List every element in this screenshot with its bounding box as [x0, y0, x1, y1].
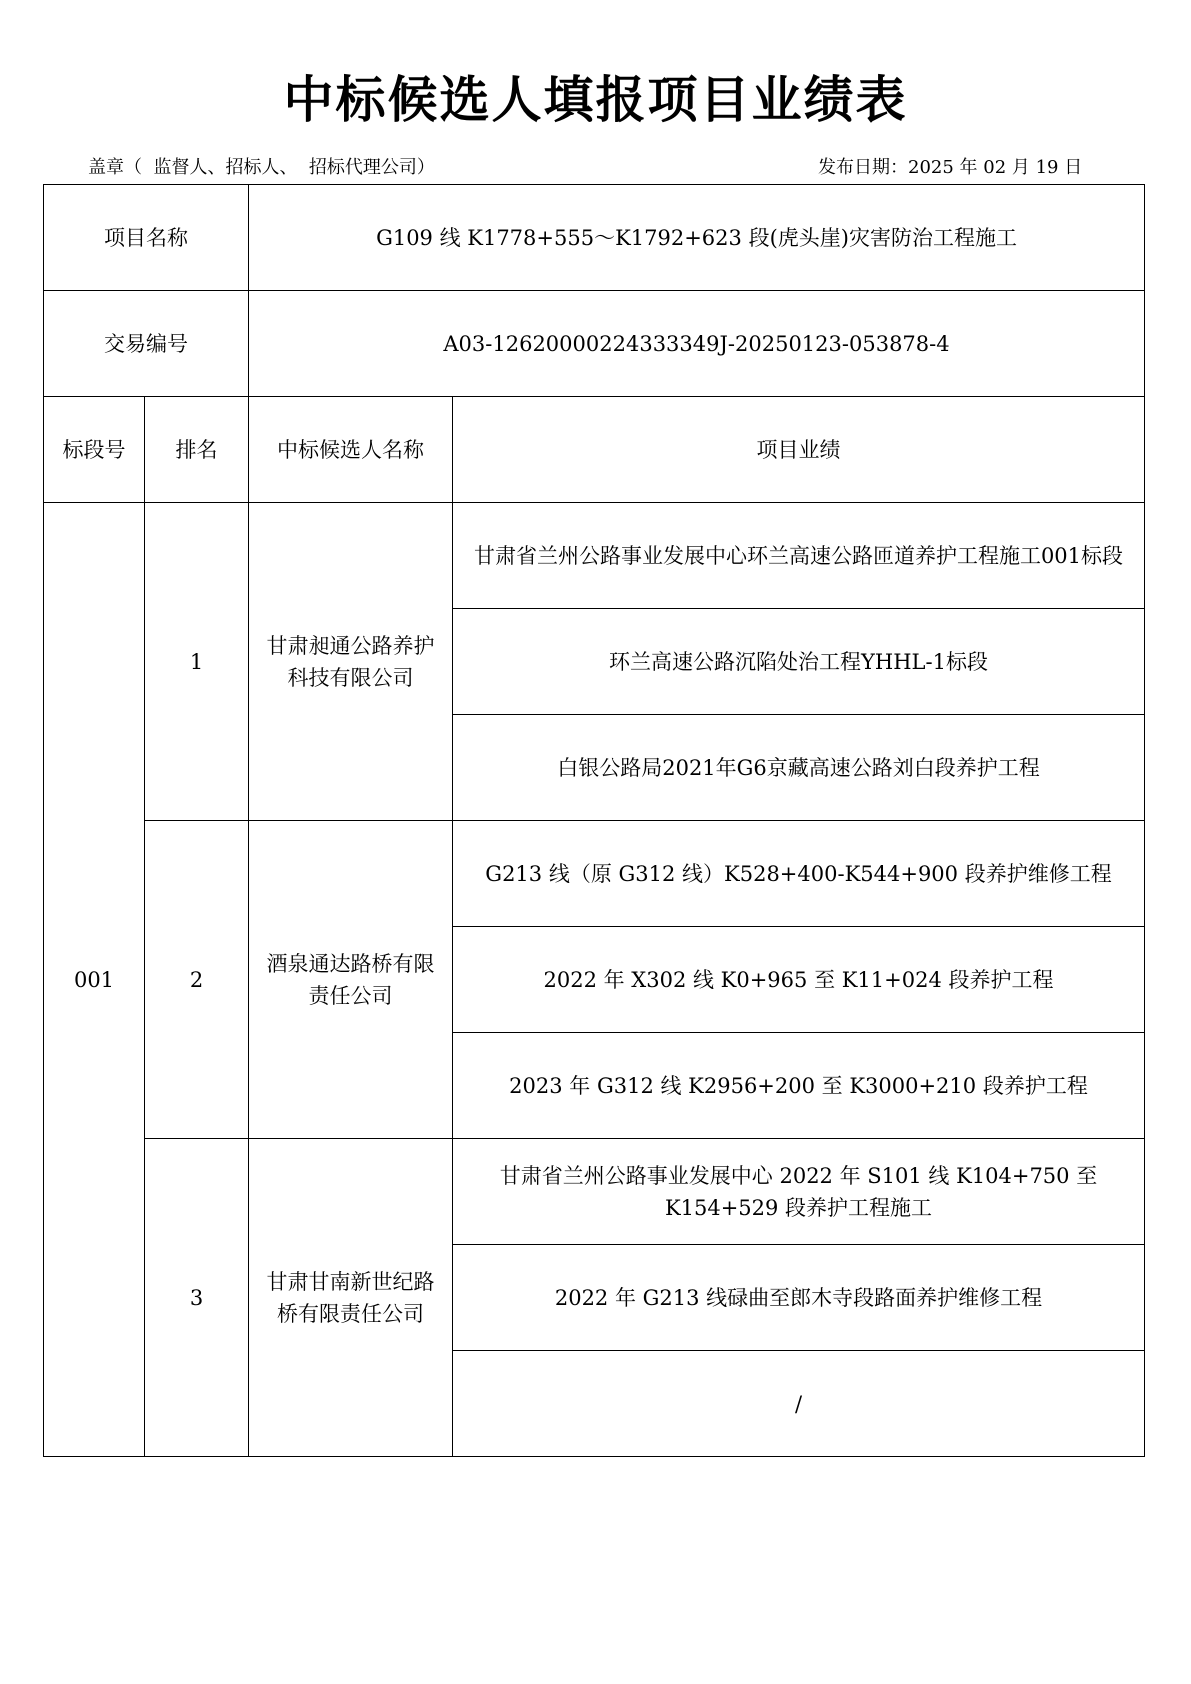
project-performance: 2023 年 G312 线 K2956+200 至 K3000+210 段养护工程: [453, 1033, 1145, 1139]
project-performance: 环兰高速公路沉陷处治工程YHHL-1标段: [453, 609, 1145, 715]
candidate-name: 甘肃昶通公路养护科技有限公司: [249, 503, 453, 821]
candidate-rank: 1: [145, 503, 249, 821]
stamp-label: 盖章（ 监督人、招标人、 招标代理公司）: [88, 157, 435, 178]
project-performance: 2022 年 G213 线碌曲至郎木寺段路面养护维修工程: [453, 1245, 1145, 1351]
project-name-label: 项目名称: [44, 185, 249, 291]
candidate-name: 酒泉通达路桥有限责任公司: [249, 821, 453, 1139]
trade-number-value: A03-12620000224333349J-20250123-053878-4: [249, 291, 1145, 397]
project-performance: 甘肃省兰州公路事业发展中心 2022 年 S101 线 K104+750 至 K154+529 段养护工程施工: [453, 1139, 1145, 1245]
project-performance: G213 线（原 G312 线）K528+400-K544+900 段养护维修工程: [453, 821, 1145, 927]
trade-number-label: 交易编号: [44, 291, 249, 397]
table-row: [44, 503, 1145, 609]
table-row: [44, 1139, 1145, 1245]
header-rank: 排名: [145, 397, 249, 503]
candidate-name: 甘肃甘南新世纪路桥有限责任公司: [249, 1139, 453, 1457]
trade-number-row: [44, 291, 1145, 397]
performance-table: [43, 184, 1145, 1457]
header-performance: 项目业绩: [453, 397, 1145, 503]
table-row: [44, 821, 1145, 927]
project-name-value: G109 线 K1778+555～K1792+623 段(虎头崖)灾害防治工程施工: [249, 185, 1145, 291]
section-number: 001: [44, 503, 145, 1457]
project-performance: 2022 年 X302 线 K0+965 至 K11+024 段养护工程: [453, 927, 1145, 1033]
publish-date: 发布日期：2025 年 02 月 19 日: [818, 157, 1083, 178]
page-title: 中标候选人填报项目业绩表: [283, 71, 908, 129]
header-row: [44, 397, 1145, 503]
candidate-rank: 3: [145, 1139, 249, 1457]
candidate-rank: 2: [145, 821, 249, 1139]
header-section: 标段号: [44, 397, 145, 503]
header-candidate: 中标候选人名称: [249, 397, 453, 503]
project-performance: 甘肃省兰州公路事业发展中心环兰高速公路匝道养护工程施工001标段: [453, 503, 1145, 609]
project-name-row: [44, 185, 1145, 291]
project-performance: /: [453, 1351, 1145, 1457]
project-performance: 白银公路局2021年G6京藏高速公路刘白段养护工程: [453, 715, 1145, 821]
